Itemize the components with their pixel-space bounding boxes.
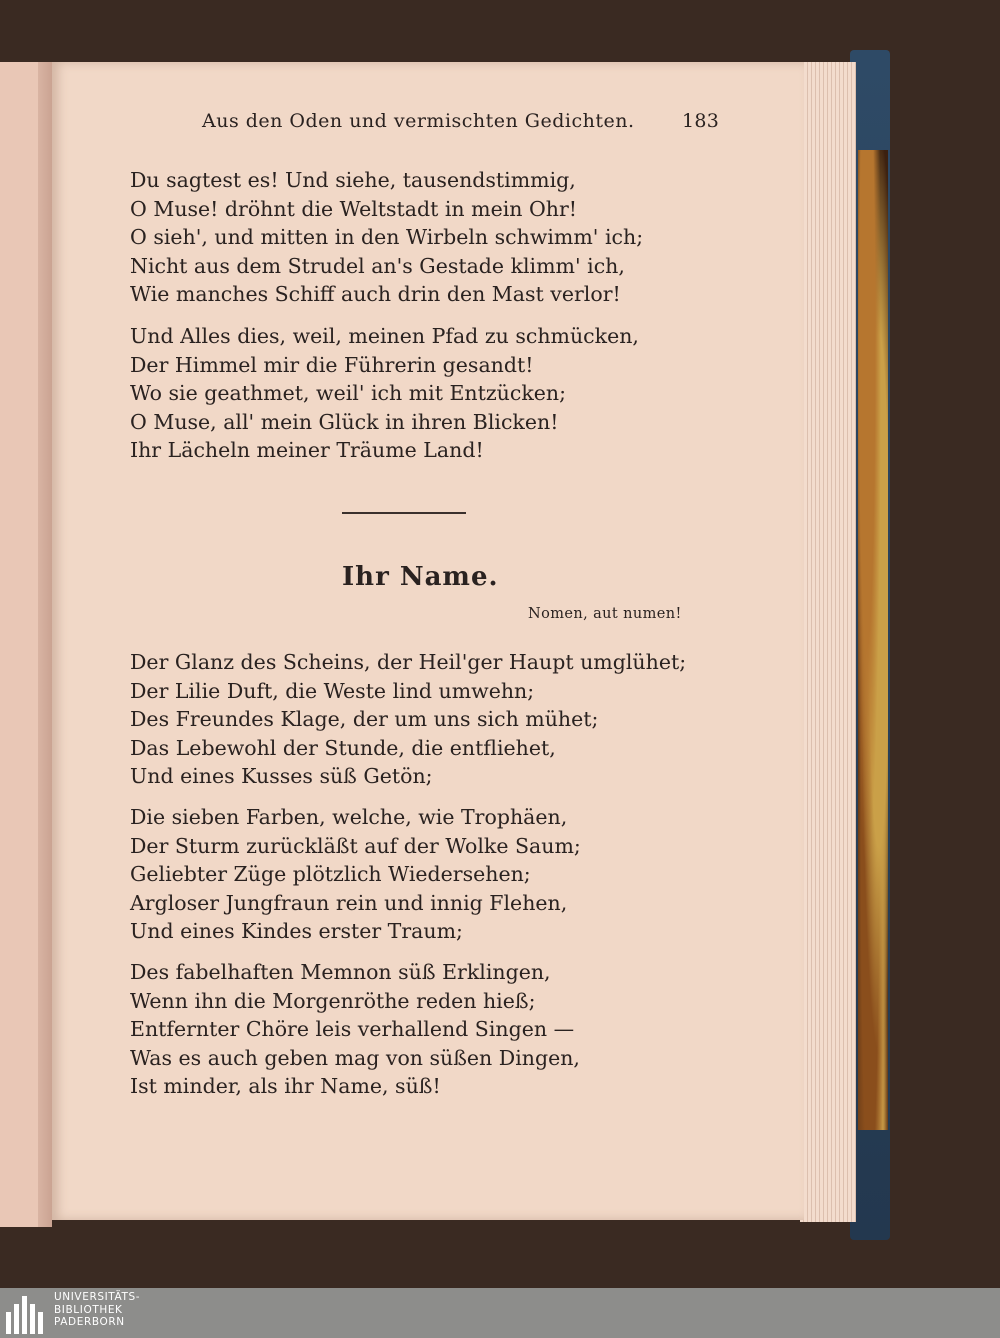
poem2-stanza-3 [130, 958, 580, 1101]
logo-line: UNIVERSITÄTS- [54, 1291, 141, 1303]
verse-line: O sieh', und mitten in den Wirbeln schwimm' ich; [130, 225, 644, 250]
verse-line: Der Glanz des Scheins, der Heil'ger Haupt umglühet; [130, 650, 687, 674]
page-number: 183 [682, 110, 720, 132]
verse-line: Der Sturm zurückläßt auf der Wolke Saum; [130, 833, 581, 858]
logo-line: BIBLIOTHEK [54, 1303, 123, 1316]
verse-line: O Muse, all' mein Glück in ihren Blicken! [130, 409, 559, 434]
verse-line: Nicht aus dem Strudel an's Gestade klimm' ich, [130, 253, 625, 278]
verse-line: Argloser Jungfraun rein und innig Flehen, [130, 890, 568, 915]
epigraph: Nomen, aut numen! [528, 606, 682, 622]
verse-line: Ihr Lächeln meiner Träume Land! [130, 438, 484, 463]
verse-line: Wo sie geathmet, weil' ich mit Entzücken; [130, 381, 567, 406]
verse-line: Geliebter Züge plötzlich Wiedersehen; [130, 862, 531, 887]
verse-line: Was es auch geben mag von süßen Dingen, [130, 1045, 580, 1070]
poem1-stanza-1 [130, 166, 643, 309]
right-page [52, 62, 804, 1220]
verse-line: Des fabelhaften Memnon süß Erklingen, [130, 960, 551, 984]
running-header: Aus den Oden und vermischten Gedichten. [202, 110, 635, 132]
verse-line: Der Himmel mir die Führerin gesandt! [130, 352, 534, 377]
verse-line: Ist minder, als ihr Name, süß! [130, 1074, 441, 1099]
verse-line: Das Lebewohl der Stunde, die entfliehet, [130, 735, 556, 760]
poem2-stanza-2 [130, 803, 581, 946]
marbled-endpaper [858, 150, 888, 1130]
library-footer-bar [0, 1288, 1000, 1338]
library-logo-text [54, 1291, 140, 1329]
library-logo-icon [6, 1292, 46, 1334]
left-page-gutter [38, 62, 52, 1227]
poem1-stanza-2 [130, 322, 639, 465]
verse-line: O Muse! dröhnt die Weltstadt in mein Ohr! [130, 196, 578, 221]
verse-line: Und eines Kindes erster Traum; [130, 919, 463, 944]
verse-line: Die sieben Farben, welche, wie Trophäen, [130, 805, 568, 829]
verse-line: Der Lilie Duft, die Weste lind umwehn; [130, 678, 535, 703]
verse-line: Des Freundes Klage, der um uns sich mühet; [130, 707, 599, 732]
verse-line: Du sagtest es! Und siehe, tausendstimmig, [130, 168, 576, 192]
verse-line: Wie manches Schiff auch drin den Mast verlor! [130, 282, 621, 307]
verse-line: Und Alles dies, weil, meinen Pfad zu schmücken, [130, 324, 639, 348]
logo-line: PADERBORN [54, 1316, 125, 1328]
verse-line: Und eines Kusses süß Getön; [130, 764, 433, 789]
poem2-stanza-1 [130, 648, 686, 791]
section-divider [342, 512, 466, 514]
page-edges [800, 62, 856, 1222]
verse-line: Entfernter Chöre leis verhallend Singen — [130, 1017, 575, 1042]
poem-title: Ihr Name. [342, 562, 499, 592]
verse-line: Wenn ihn die Morgenröthe reden hieß; [130, 988, 536, 1013]
